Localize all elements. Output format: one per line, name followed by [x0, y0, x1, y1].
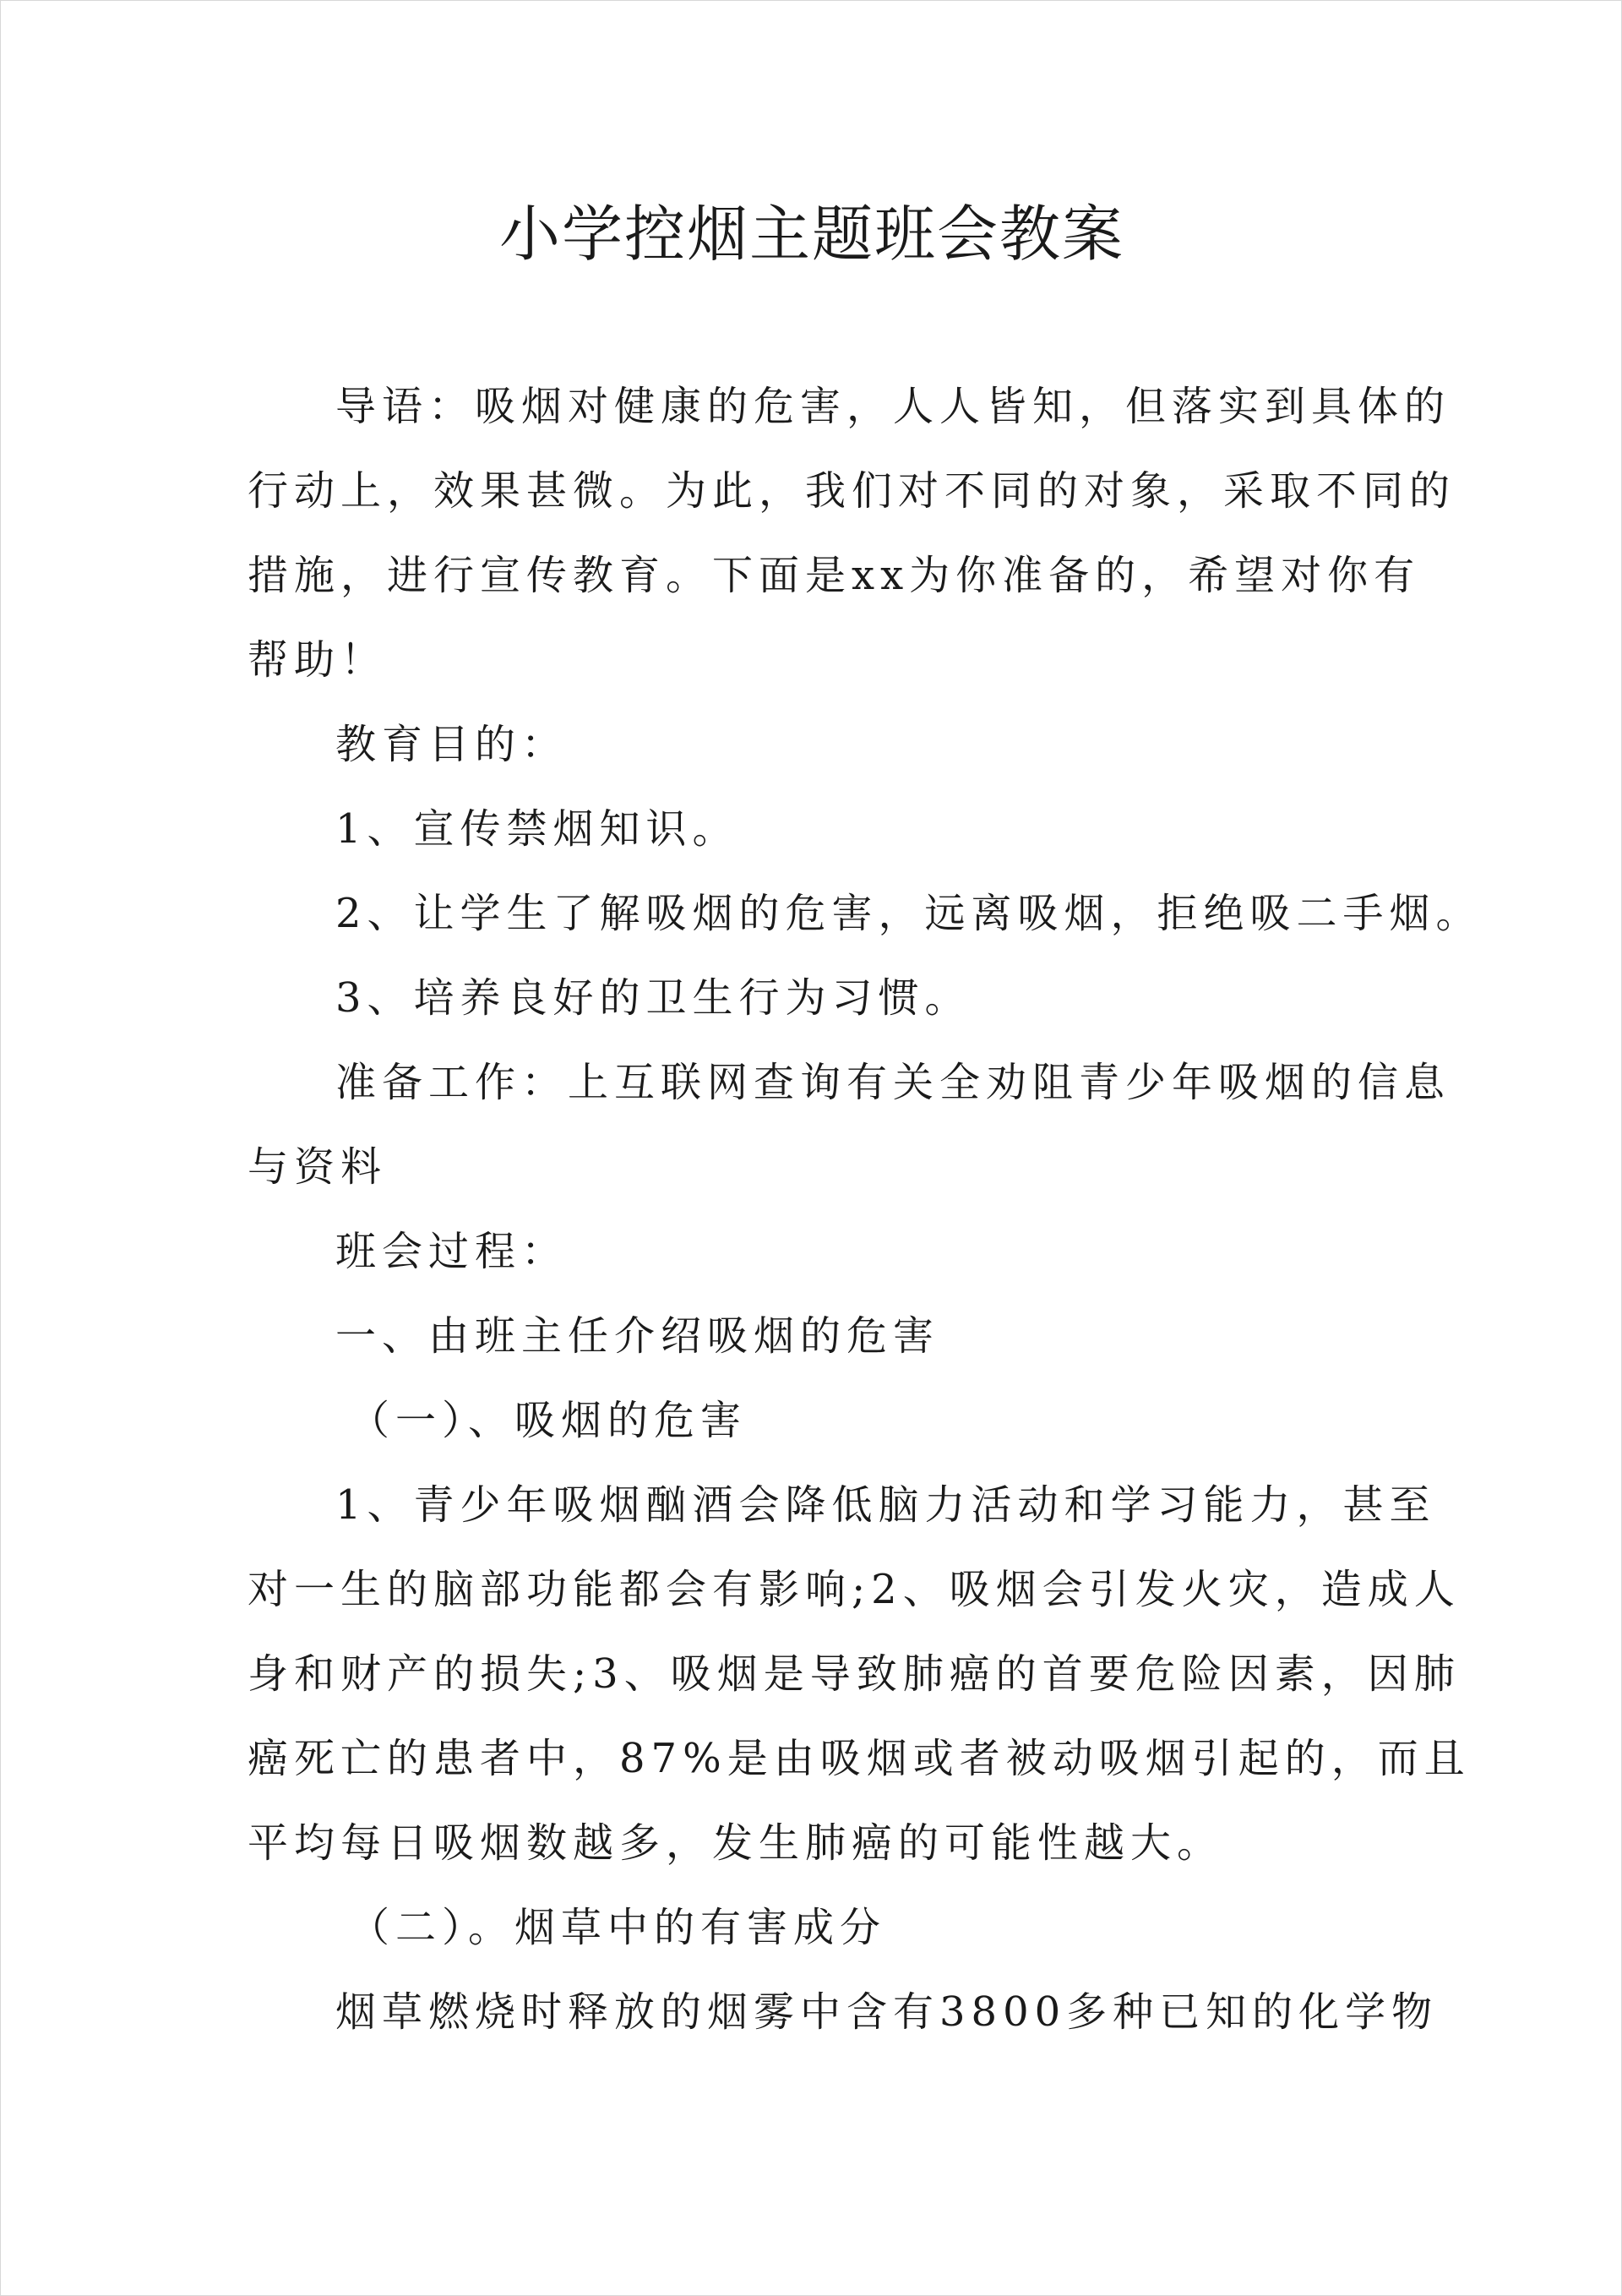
body-text-line: （一）、吸烟的危害 — [349, 1397, 748, 1444]
body-text-line: 身和财产的损失;3、吸烟是导致肺癌的首要危险因素，因肺 — [248, 1650, 1461, 1698]
document-body — [248, 364, 1483, 2054]
body-text-line: 癌死亡的患者中，87%是由吸烟或者被动吸烟引起的，而且 — [248, 1735, 1471, 1782]
body-text-line: 1、宣传禁烟知识。 — [335, 805, 739, 853]
body-text-line: 平均每日吸烟数越多，发生肺癌的可能性越大。 — [248, 1819, 1224, 1867]
body-text-line: 一、由班主任介绍吸烟的危害 — [335, 1312, 940, 1360]
body-text-line: 3、培养良好的卫生行为习惯。 — [335, 974, 972, 1022]
body-text-line: 帮助！ — [248, 636, 388, 684]
body-text-line: 2、让学生了解吸烟的危害，远离吸烟，拒绝吸二手烟。 — [335, 890, 1483, 937]
body-text-line: 教育目的： — [335, 721, 569, 768]
body-text-line: 与资料 — [248, 1143, 388, 1191]
body-text-line: 烟草燃烧时释放的烟雾中含有3800多种已知的化学物 — [335, 1988, 1439, 2036]
body-text-line: 对一生的脑部功能都会有影响;2、吸烟会引发火灾，造成人 — [248, 1566, 1461, 1613]
body-text-line: 准备工作：上互联网查询有关全劝阻青少年吸烟的信息 — [335, 1059, 1451, 1106]
body-text-line: 1、青少年吸烟酗酒会降低脑力活动和学习能力，甚至 — [335, 1481, 1436, 1529]
document-title: 小学控烟主题班会教案 — [498, 199, 1124, 270]
body-text-line: 导语：吸烟对健康的危害，人人皆知，但落实到具体的 — [335, 383, 1451, 430]
body-text-line: 措施，进行宣传教育。下面是xx为你准备的，希望对你有 — [248, 552, 1421, 599]
body-text-line: （二）。烟草中的有害成分 — [349, 1904, 887, 1951]
body-text-line: 班会过程： — [335, 1228, 569, 1275]
body-text-line: 行动上，效果甚微。为此，我们对不同的对象，采取不同的 — [248, 467, 1456, 515]
